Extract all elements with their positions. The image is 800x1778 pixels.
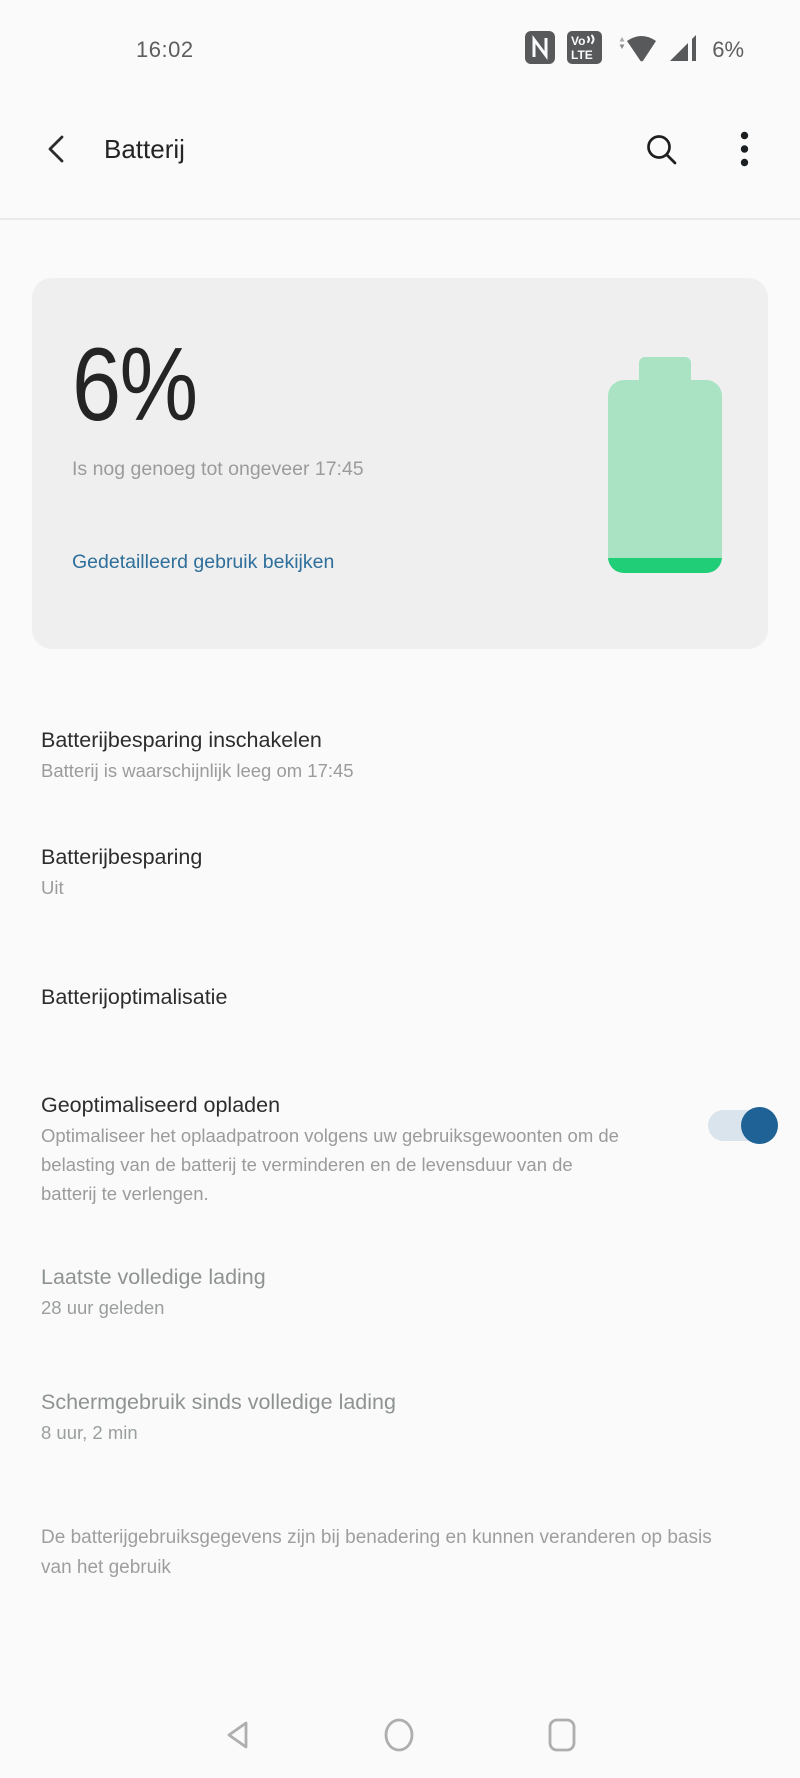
setting-subtitle: Batterij is waarschijnlijk leeg om 17:45 — [41, 760, 354, 781]
setting-title: Batterijbesparing inschakelen — [41, 728, 322, 752]
setting-title: Batterijbesparing — [41, 845, 203, 869]
status-time: 16:02 — [136, 37, 194, 62]
setting-title: Batterijoptimalisatie — [41, 985, 228, 1009]
setting-title: Schermgebruik sinds volledige lading — [41, 1390, 396, 1414]
settings-list — [0, 726, 800, 1447]
setting-title: Geoptimaliseerd opladen — [41, 1093, 281, 1117]
nfc-icon — [525, 31, 555, 69]
battery-percent-large: 6% — [72, 327, 197, 443]
setting-turn-on-battery-saver[interactable] — [41, 726, 800, 785]
page-title: Batterij — [104, 133, 185, 164]
status-bar — [0, 0, 800, 80]
battery-graphic-icon — [608, 357, 722, 573]
mobile-signal-icon — [668, 33, 698, 68]
volte-icon — [567, 31, 602, 69]
detailed-usage-link[interactable]: Gedetailleerd gebruik bekijken — [72, 551, 335, 573]
overflow-menu-icon — [740, 131, 749, 167]
wifi-icon — [614, 32, 656, 69]
svg-text:Vo: Vo — [571, 34, 586, 48]
svg-text:LTE: LTE — [571, 48, 593, 62]
setting-subtitle: Uit — [41, 877, 64, 898]
nav-recents-icon — [545, 1716, 579, 1754]
status-icons — [525, 31, 744, 69]
setting-screen-usage — [41, 1388, 800, 1447]
nav-back-icon — [221, 1717, 253, 1753]
status-battery-percent: 6% — [712, 37, 744, 62]
nav-recents-button[interactable] — [545, 1716, 579, 1754]
optimized-charging-toggle[interactable] — [708, 1110, 777, 1141]
back-icon — [45, 133, 67, 165]
nav-back-button[interactable] — [221, 1717, 253, 1753]
battery-data-disclaimer: De batterijgebruiksgegevens zijn bij benadering en kunnen veranderen op basis van het gebruik — [41, 1527, 712, 1578]
setting-subtitle: Optimaliseer het oplaadpatroon volgens uw gebruiksgewoonten om de belasting van de batterij te verminderen en de levensduur van de batterij te verlengen. — [41, 1125, 619, 1204]
nav-home-icon — [382, 1716, 416, 1754]
setting-title: Laatste volledige lading — [41, 1265, 266, 1289]
search-button[interactable] — [645, 133, 678, 166]
setting-optimized-charging[interactable] — [41, 1091, 800, 1208]
battery-summary-card — [32, 278, 768, 649]
toggle-knob — [741, 1107, 778, 1144]
battery-graphic-fill-level — [608, 558, 722, 573]
battery-graphic-body — [608, 380, 722, 573]
battery-graphic-nub — [639, 357, 691, 381]
setting-battery-saver[interactable] — [41, 843, 800, 902]
nav-home-button[interactable] — [382, 1716, 416, 1754]
setting-battery-optimization[interactable] — [41, 983, 800, 1011]
header — [0, 80, 800, 220]
battery-estimate-text: Is nog genoeg tot ongeveer 17:45 — [72, 458, 364, 480]
setting-subtitle: 8 uur, 2 min — [41, 1422, 138, 1443]
back-button[interactable] — [45, 133, 67, 165]
search-icon — [645, 133, 678, 166]
setting-subtitle: 28 uur geleden — [41, 1297, 165, 1318]
overflow-menu-button[interactable] — [740, 131, 749, 167]
setting-last-full-charge — [41, 1263, 800, 1322]
navigation-bar — [0, 1692, 800, 1778]
